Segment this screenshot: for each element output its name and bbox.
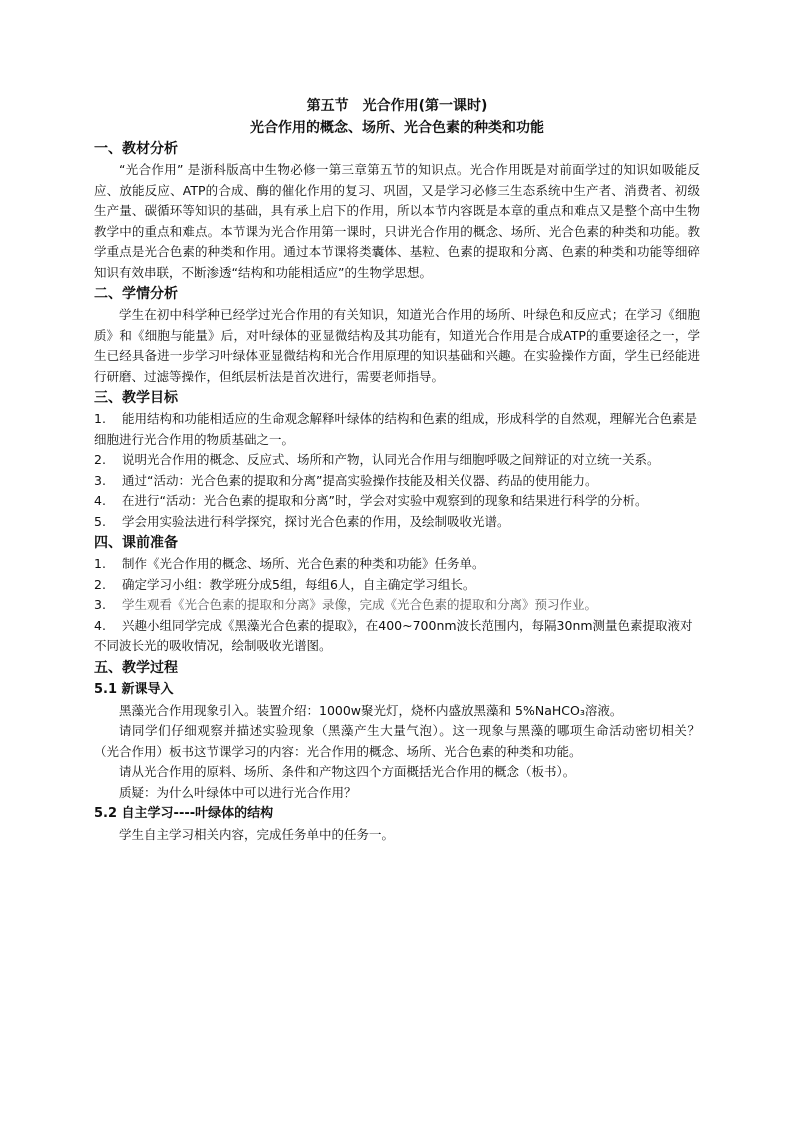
lesson-subtitle: 光合作用的概念、场所、光合色素的种类和功能 bbox=[250, 120, 544, 136]
selfstudy-para: 学生自主学习相关内容，完成任务单中的任务一。 bbox=[119, 827, 395, 842]
section-heading-textbook: 一、教材分析 bbox=[94, 141, 178, 157]
section-heading-students: 二、学情分析 bbox=[94, 286, 178, 302]
section-heading-goals: 三、教学目标 bbox=[94, 390, 178, 406]
prep-item: 2. 确定学习小组：教学班分成5组，每组6人，自主确定学习组长。 bbox=[94, 576, 476, 592]
section-heading-prep: 四、课前准备 bbox=[94, 535, 178, 551]
intro-para: 请从光合作用的原料、场所、条件和产物这四个方面概括光合作用的概念（板书）。 bbox=[119, 764, 576, 779]
document-body bbox=[94, 138, 700, 846]
section-para-textbook: “光合作用” 是浙科版高中生物必修一第三章第五节的知识点。光合作用既是对前面学过的知识如吸能反应、放能反应、ATP的合成、酶的催化作用的复习、巩固，又是学习必修三生态系统中生产者、消费者、初级生产量、碳循环等知识的基础，具有承上启下的作用，所以本节内容既是本章的重点和难点又是整个高中生物教学中的重点和难点。本节课为光合作用第一课时，只讲光合作用的概念、场所、光合色素的种类和功能。教学重点是光合色素的种类和作用。通过本节课将类囊体、基粒、色素的提取和分离、色素的种类和功能等细碎知识有效串联，不断渗透“结构和功能相适应”的生物学思想。 bbox=[94, 162, 700, 280]
lesson-title: 第五节 光合作用(第一课时) bbox=[306, 98, 488, 114]
intro-para: 黑藻光合作用现象引入。装置介绍：1000w聚光灯，烧杯内盛放黑藻和 5%NaHCO₃溶液。 bbox=[119, 702, 623, 718]
goal-item: 3. 通过“活动：光合色素的提取和分离”提高实验操作技能及相关仪器、药品的使用能力。 bbox=[94, 472, 598, 488]
intro-para: 质疑：为什么叶绿体中可以进行光合作用？ bbox=[119, 784, 357, 800]
goal-item: 1. 能用结构和功能相适应的生命观念解释叶绿体的结构和色素的组成，形成科学的自然观，理解光合色素是细胞进行光合作用的物质基础之一。 bbox=[94, 411, 698, 447]
prep-item: 1. 制作《光合作用的概念、场所、光合色素的种类和功能》任务单。 bbox=[94, 556, 485, 571]
prep-item: 3. 学生观看《光合色素的提取和分离》录像，完成《光合色素的提取和分离》预习作业。 bbox=[94, 597, 598, 612]
subsection-heading-selfstudy: 5.2 自主学习----叶绿体的结构 bbox=[94, 806, 274, 821]
section-heading-process: 五、教学过程 bbox=[94, 659, 178, 676]
goal-item: 5. 学会用实验法进行科学探究，探讨光合色素的作用，及绘制吸收光谱。 bbox=[94, 513, 510, 529]
intro-para: 请同学们仔细观察并描述实验现象（黑藻产生大量气泡）。这一现象与黑藻的哪项生命活动密切相关？（光合作用）板书这节课学习的内容：光合作用的概念、场所、光合色素的种类和功能。 bbox=[94, 723, 700, 759]
prep-item: 4. 兴趣小组同学完成《黑藻光合色素的提取》，在400~700nm波长范围内，每隔30nm测量色素提取液对不同波长光的吸收情况，绘制吸收光谱图。 bbox=[94, 617, 693, 653]
goal-item: 4. 在进行“活动：光合色素的提取和分离”时，学会对实验中观察到的现象和结果进行科学的分析。 bbox=[94, 493, 648, 508]
section-para-students: 学生在初中科学种已经学过光合作用的有关知识，知道光合作用的场所、叶绿色和反应式；在学习《细胞质》和《细胞与能量》后，对叶绿体的亚显微结构及其功能有，知道光合作用是合成ATP的重要途径之一，学生已经具备进一步学习叶绿体亚显微结构和光合作用原理的知识基础和兴趣。在实验操作方面，学生已经能进行研磨、过滤等操作，但纸层析法是首次进行，需要老师指导。 bbox=[94, 307, 700, 384]
goal-item: 2. 说明光合作用的概念、反应式、场所和产物，认同光合作用与细胞呼吸之间辩证的对立统一关系。 bbox=[94, 452, 660, 467]
subsection-heading-intro: 5.1 新课导入 bbox=[94, 681, 174, 697]
